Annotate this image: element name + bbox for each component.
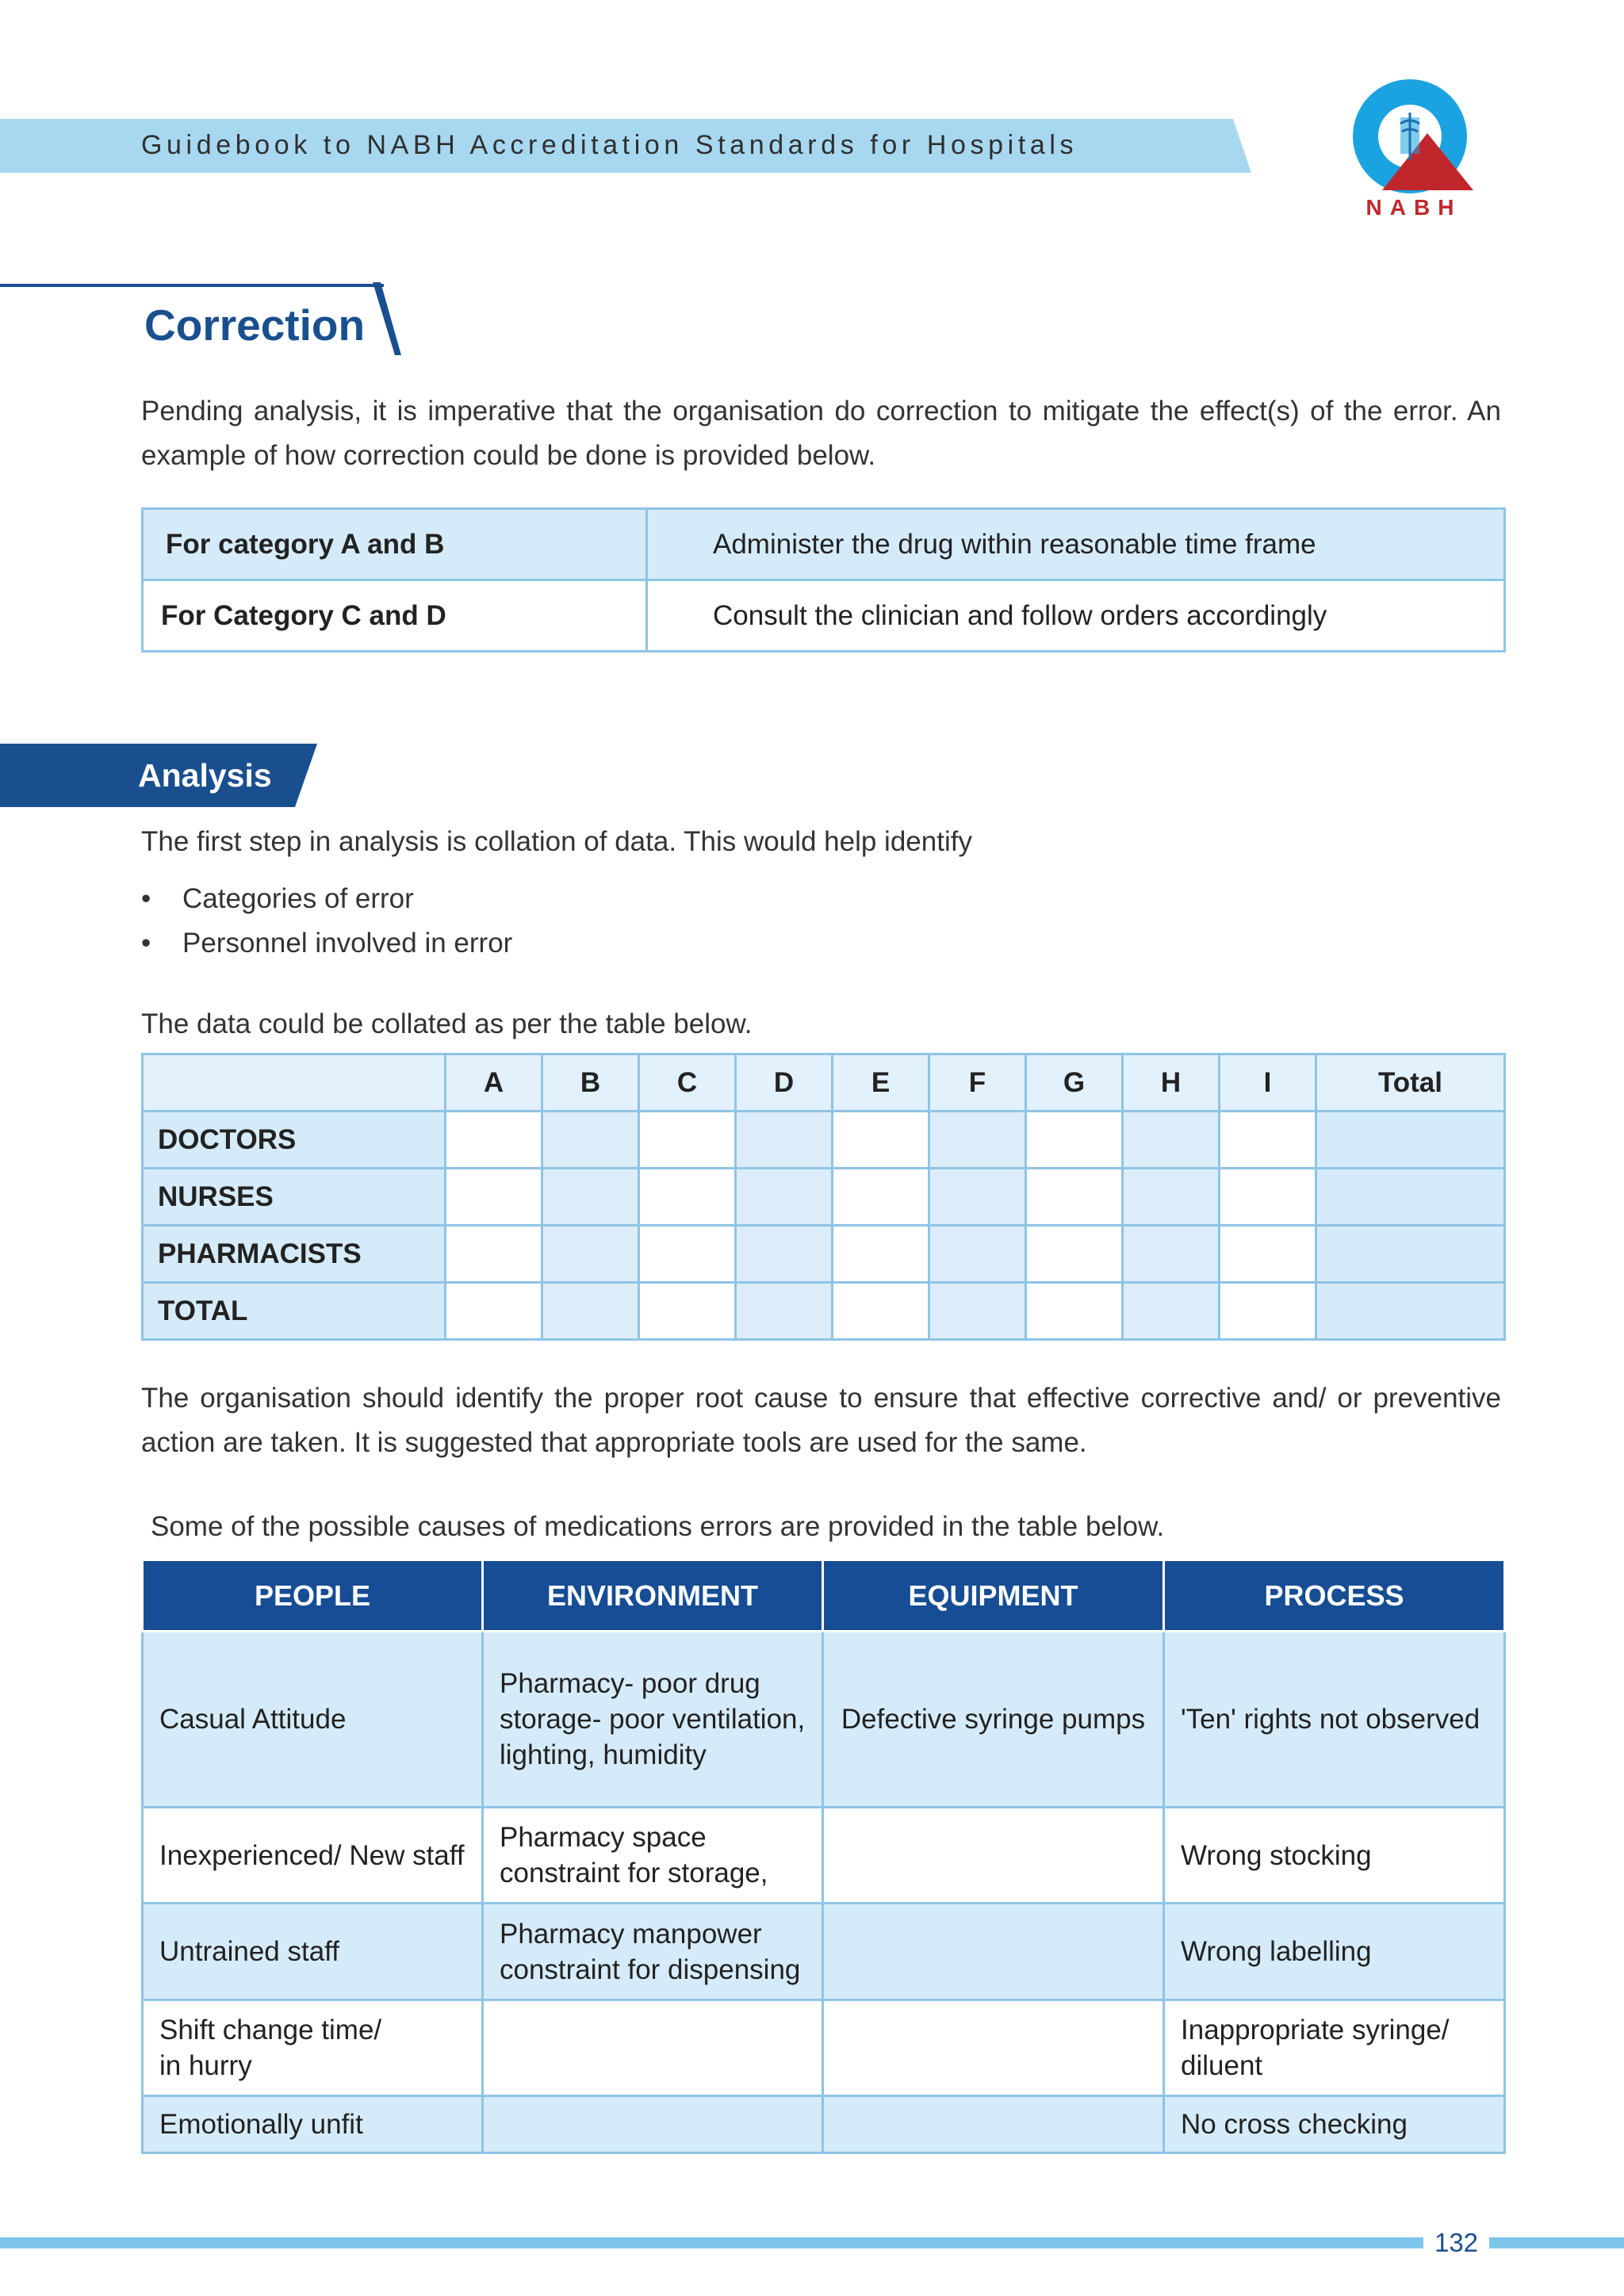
table-row bbox=[143, 1226, 1505, 1283]
footer-rule-right bbox=[1489, 2237, 1624, 2248]
column-header: C bbox=[639, 1054, 736, 1112]
row-header: DOCTORS bbox=[143, 1112, 446, 1169]
data-cell bbox=[1316, 1226, 1505, 1283]
data-cell bbox=[929, 1283, 1026, 1340]
causes-table bbox=[141, 1559, 1506, 2154]
column-header-equipment: EQUIPMENT bbox=[823, 1560, 1164, 1632]
column-header: F bbox=[929, 1054, 1026, 1112]
data-cell bbox=[639, 1283, 736, 1340]
bullet-icon: • bbox=[141, 883, 151, 914]
column-header: D bbox=[736, 1054, 833, 1112]
column-header: H bbox=[1123, 1054, 1220, 1112]
column-header: Total bbox=[1316, 1054, 1505, 1112]
column-header: G bbox=[1026, 1054, 1123, 1112]
data-cell bbox=[1123, 1112, 1220, 1169]
column-header-environment: ENVIRONMENT bbox=[483, 1560, 823, 1632]
data-cell bbox=[833, 1112, 929, 1169]
cause-people: Emotionally unfit bbox=[143, 2096, 483, 2153]
cause-process: Wrong labelling bbox=[1164, 1904, 1505, 2000]
analysis-title: Analysis bbox=[138, 757, 272, 794]
data-cell bbox=[929, 1169, 1026, 1226]
row-header: NURSES bbox=[143, 1169, 446, 1226]
table-row bbox=[143, 509, 1505, 580]
cause-people-line: in hurry bbox=[159, 2050, 252, 2081]
data-cell bbox=[446, 1169, 542, 1226]
table-row bbox=[143, 1632, 1505, 1808]
correction-paragraph: Pending analysis, it is imperative that the organisation do correction to mitigate the effect(s) of the error. An example of how correction could be done is provided below. bbox=[141, 396, 1501, 471]
data-cell bbox=[1220, 1226, 1316, 1283]
bullet-icon: • bbox=[141, 928, 151, 959]
header-title: Guidebook to NABH Accreditation Standards for Hospitals bbox=[141, 130, 1078, 160]
table-row bbox=[143, 1904, 1505, 2000]
row-header: TOTAL bbox=[143, 1283, 446, 1340]
footer-rule-left bbox=[0, 2237, 1423, 2248]
data-cell bbox=[736, 1112, 833, 1169]
data-cell bbox=[446, 1226, 542, 1283]
data-cell bbox=[1026, 1169, 1123, 1226]
data-cell bbox=[542, 1283, 639, 1340]
cause-environment: Pharmacy space constraint for storage, bbox=[483, 1808, 823, 1904]
data-cell bbox=[1123, 1169, 1220, 1226]
data-cell bbox=[1026, 1283, 1123, 1340]
data-cell bbox=[639, 1169, 736, 1226]
correction-action: Consult the clinician and follow orders accordingly bbox=[647, 580, 1505, 652]
collation-table bbox=[141, 1053, 1506, 1341]
data-cell bbox=[446, 1112, 542, 1169]
cause-process: Wrong stocking bbox=[1164, 1808, 1505, 1904]
table-row bbox=[143, 1112, 1505, 1169]
correction-category: For Category C and D bbox=[143, 580, 647, 652]
column-header: I bbox=[1220, 1054, 1316, 1112]
data-cell bbox=[929, 1112, 1026, 1169]
data-cell bbox=[542, 1169, 639, 1226]
bullet-text: Categories of error bbox=[182, 883, 414, 914]
header-cell-empty bbox=[143, 1054, 446, 1112]
cause-environment bbox=[483, 2096, 823, 2153]
cause-people: Untrained staff bbox=[143, 1904, 483, 2000]
data-cell bbox=[1026, 1226, 1123, 1283]
bullet-text: Personnel involved in error bbox=[182, 928, 513, 959]
causes-intro: Some of the possible causes of medications errors are provided in the table below. bbox=[151, 1511, 1165, 1542]
data-cell bbox=[929, 1226, 1026, 1283]
cause-process: 'Ten' rights not observed bbox=[1164, 1632, 1505, 1808]
data-cell bbox=[1220, 1283, 1316, 1340]
cause-people-line: Shift change time/ bbox=[159, 2015, 382, 2045]
root-cause-paragraph: The organisation should identify the proper root cause to ensure that effective corrective and/ or preventive action are taken. It is suggested that appropriate tools are used for the same. bbox=[141, 1383, 1501, 1458]
data-cell bbox=[833, 1283, 929, 1340]
collate-text: The data could be collated as per the table below. bbox=[141, 1008, 753, 1039]
cause-process bbox=[1164, 2000, 1505, 2096]
data-cell bbox=[736, 1226, 833, 1283]
correction-category: For category A and B bbox=[143, 509, 647, 580]
data-cell bbox=[1316, 1283, 1505, 1340]
cause-process-line: diluent bbox=[1181, 2050, 1263, 2081]
analysis-intro: The first step in analysis is collation of data. This would help identify bbox=[141, 826, 972, 857]
list-item bbox=[141, 877, 414, 921]
correction-heading-rule bbox=[0, 284, 384, 287]
list-item bbox=[141, 921, 512, 966]
cause-equipment bbox=[823, 1808, 1164, 1904]
cause-equipment bbox=[823, 2096, 1164, 2153]
table-header-row bbox=[143, 1560, 1505, 1632]
data-cell bbox=[639, 1112, 736, 1169]
table-row bbox=[143, 580, 1505, 652]
correction-action: Administer the drug within reasonable time frame bbox=[647, 509, 1505, 580]
cause-people bbox=[143, 2000, 483, 2096]
data-cell bbox=[1316, 1112, 1505, 1169]
column-header: A bbox=[446, 1054, 542, 1112]
data-cell bbox=[542, 1112, 639, 1169]
cause-equipment bbox=[823, 1904, 1164, 2000]
cause-environment: Pharmacy manpower constraint for dispensing bbox=[483, 1904, 823, 2000]
cause-process: No cross checking bbox=[1164, 2096, 1505, 2153]
column-header-process: PROCESS bbox=[1164, 1560, 1505, 1632]
data-cell bbox=[1026, 1112, 1123, 1169]
table-row bbox=[143, 1169, 1505, 1226]
table-row bbox=[143, 2000, 1505, 2096]
cause-equipment: Defective syringe pumps bbox=[823, 1632, 1164, 1808]
column-header-people: PEOPLE bbox=[143, 1560, 483, 1632]
data-cell bbox=[833, 1226, 929, 1283]
data-cell bbox=[446, 1283, 542, 1340]
column-header: B bbox=[542, 1054, 639, 1112]
data-cell bbox=[736, 1283, 833, 1340]
cause-people: Casual Attitude bbox=[143, 1632, 483, 1808]
table-row bbox=[143, 2096, 1505, 2153]
cause-environment bbox=[483, 2000, 823, 2096]
data-cell bbox=[1220, 1169, 1316, 1226]
logo-text: NABH bbox=[1365, 195, 1462, 220]
data-cell bbox=[1123, 1226, 1220, 1283]
correction-table bbox=[141, 507, 1506, 652]
data-cell bbox=[833, 1169, 929, 1226]
cause-equipment bbox=[823, 2000, 1164, 2096]
cause-people: Inexperienced/ New staff bbox=[143, 1808, 483, 1904]
table-row bbox=[143, 1283, 1505, 1340]
column-header: E bbox=[833, 1054, 929, 1112]
page-number: 132 bbox=[1434, 2228, 1479, 2257]
table-row bbox=[143, 1808, 1505, 1904]
cause-environment: Pharmacy- poor drug storage- poor ventilation, lighting, humidity bbox=[483, 1632, 823, 1808]
data-cell bbox=[736, 1169, 833, 1226]
correction-heading-slash bbox=[373, 282, 412, 358]
cause-process-line: Inappropriate syringe/ bbox=[1181, 2015, 1450, 2045]
data-cell bbox=[639, 1226, 736, 1283]
data-cell bbox=[542, 1226, 639, 1283]
data-cell bbox=[1220, 1112, 1316, 1169]
correction-title: Correction bbox=[144, 300, 366, 350]
row-header: PHARMACISTS bbox=[143, 1226, 446, 1283]
data-cell bbox=[1123, 1283, 1220, 1340]
data-cell bbox=[1316, 1169, 1505, 1226]
table-header-row bbox=[143, 1054, 1505, 1112]
